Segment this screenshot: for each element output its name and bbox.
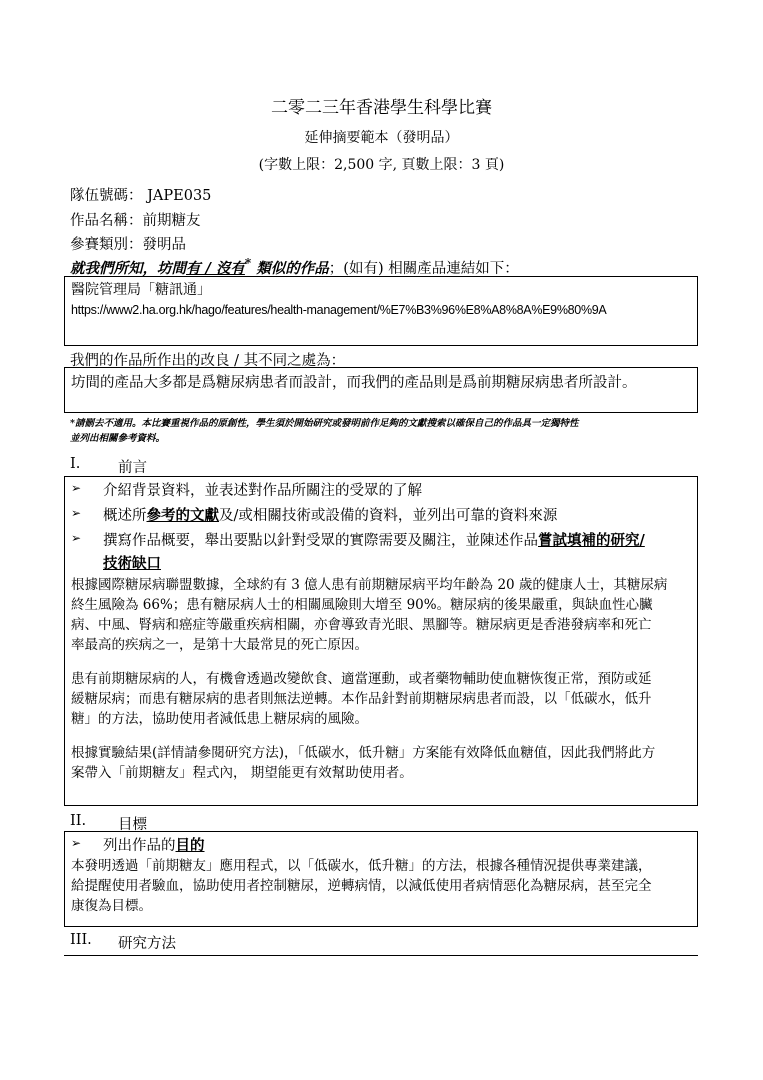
arrow-bullet-icon: ➢ — [71, 836, 82, 850]
paragraph-line: 病、中風、腎病和癌症等嚴重疾病相關，亦會導致青光眼、黑腳等。糖尿病更是香港發病率和死亡 — [71, 617, 652, 633]
paragraph-line: 案帶入「前期糖友」程式內， 期望能更有效幫助使用者。 — [71, 765, 413, 781]
bullet-text-underlined: 技術缺口 — [103, 555, 161, 572]
arrow-bullet-icon: ➢ — [71, 506, 82, 520]
section-title: 前言 — [118, 460, 147, 476]
improvement-text: 坊間的產品大多都是爲糖尿病患者而設計，而我們的產品則是爲前期糖尿病患者所設計。 — [71, 375, 637, 391]
objectives-box — [64, 831, 698, 927]
improvement-box — [64, 367, 698, 413]
bullet-text-underlined: 參考的文獻 — [146, 507, 219, 524]
entry-category: 參賽類別：發明品 — [70, 237, 186, 253]
statement-star: * — [244, 256, 252, 270]
bullet-text — [103, 504, 557, 525]
section-title: 目標 — [118, 817, 147, 833]
footnote-line-2: 並列出相關參考資料。 — [70, 433, 166, 444]
paragraph-line: 根據國際糖尿病聯盟數據，全球約有 3 億人患有前期糖尿病平均年齡為 20 歲的健康人士，其糖尿病 — [71, 577, 668, 593]
section-number: I. — [70, 456, 81, 472]
bullet-text-pre: 概述所 — [103, 508, 147, 524]
paragraph-line: 康復為目標。 — [71, 898, 152, 914]
related-product-name: 醫院管理局「糖訊通」 — [71, 282, 211, 298]
bullet-text — [103, 834, 205, 855]
statement-choice: 有 / 沒有 — [186, 259, 245, 277]
bullet-text — [103, 529, 645, 550]
word-limit: (字數上限：2,500 字, 頁數上限：3 頁) — [258, 157, 505, 173]
statement-suffix-bold: 類似的作品 — [251, 259, 329, 277]
introduction-box — [64, 476, 698, 806]
bullet-text — [103, 552, 161, 573]
paragraph-line: 緩糖尿病；而患有糖尿病的患者則無法逆轉。本作品針對前期糖尿病患者而設，以「低碳水，低升 — [71, 691, 652, 707]
section-title: 研究方法 — [118, 936, 176, 952]
similar-works-statement — [70, 256, 519, 278]
footnote — [70, 416, 700, 446]
paragraph-line: 糖」的方法，協助使用者減低患上糖尿病的風險。 — [71, 711, 368, 727]
paragraph-line: 患有前期糖尿病的人，有機會透過改變飲食、適當運動，或者藥物輔助使血糖恢復正常，預防或延 — [71, 671, 652, 687]
improvement-label: 我們的作品所作出的改良 / 其不同之處為： — [70, 353, 346, 369]
bullet-text-post: 及/或相關技術或設備的資料，並列出可靠的資料來源 — [219, 508, 558, 524]
paragraph-line: 終生風險為 66%；患有糖尿病人士的相關風險則大增至 90%。糖尿病的後果嚴重，與缺血性心臟 — [71, 597, 653, 613]
bullet-text-underlined: 嘗試填補的研究/ — [538, 532, 645, 549]
bullet-text-underlined: 目的 — [175, 837, 205, 854]
paragraph-line: 本發明透過「前期糖友」應用程式，以「低碳水，低升糖」的方法，根據各種情況提供專業建議， — [71, 858, 652, 874]
section-number: III. — [70, 932, 92, 948]
footnote-line-1: *請刪去不適用。本比賽重視作品的原創性，學生須於開始研究或發明前作足夠的文獻搜索以確保自己的作品具一定獨特性 — [70, 418, 579, 429]
bullet-text-pre: 列出作品的 — [103, 838, 176, 854]
statement-suffix: ；(如有) 相關產品連結如下： — [328, 260, 519, 277]
divider — [64, 955, 698, 956]
paragraph — [71, 575, 691, 655]
bullet-text: 介紹背景資料，並表述對作品所關注的受眾的了解 — [103, 483, 422, 499]
document-subtitle: 延伸摘要範本（發明品） — [304, 130, 459, 146]
arrow-bullet-icon: ➢ — [71, 531, 82, 545]
statement-prefix: 就我們所知，坊間 — [70, 259, 186, 277]
project-name: 作品名稱：前期糖友 — [70, 213, 201, 229]
paragraph-line: 率最高的疾病之一，是第十大最常見的死亡原因。 — [71, 637, 368, 653]
team-number: 隊伍號碼： JAPE035 — [70, 188, 212, 204]
arrow-bullet-icon: ➢ — [71, 481, 82, 495]
document-title: 二零二三年香港學生科學比賽 — [271, 98, 492, 118]
paragraph — [71, 743, 691, 783]
paragraph — [71, 669, 691, 729]
paragraph — [71, 856, 691, 916]
related-product-link[interactable]: https://www2.ha.org.hk/hago/features/health-management/%E7%B3%96%E8%A8%8A%E9%80%9A — [71, 303, 607, 317]
related-products-box — [64, 276, 698, 346]
section-number: II. — [70, 813, 87, 829]
bullet-text-pre: 撰寫作品概要，舉出要點以針對受眾的實際需要及關注，並陳述作品 — [103, 533, 538, 549]
paragraph-line: 給提醒使用者驗血，協助使用者控制糖尿，逆轉病情，以減低使用者病情惡化為糖尿病，甚至完全 — [71, 878, 652, 894]
paragraph-line: 根據實驗結果(詳情請參閱研究方法)，「低碳水，低升糖」方案能有效降低血糖值，因此我們將此方 — [71, 745, 656, 761]
